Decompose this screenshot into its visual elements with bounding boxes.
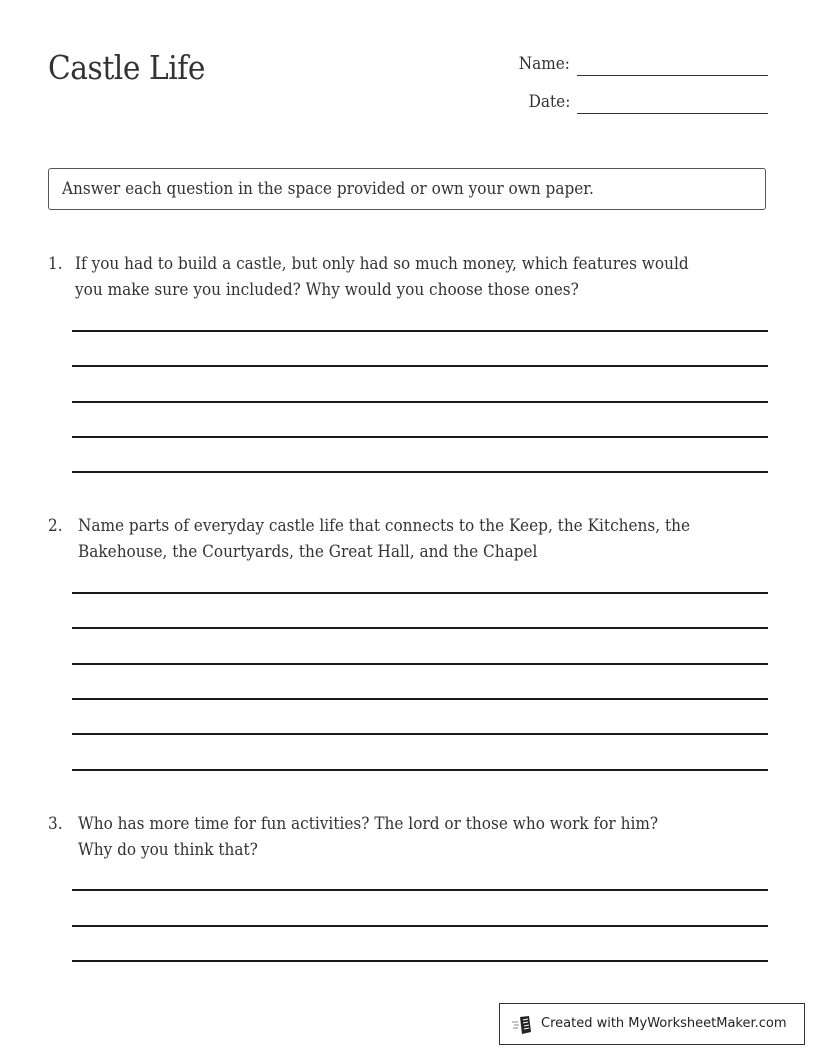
answer-line[interactable] <box>72 365 768 367</box>
footer-badge[interactable] <box>499 1003 805 1045</box>
question-number: 2. <box>48 516 63 536</box>
footer-text: Created with MyWorksheetMaker.com <box>541 1016 787 1031</box>
question-text-line: If you had to build a castle, but only had so much money, which features would <box>75 254 689 274</box>
answer-line[interactable] <box>72 698 768 700</box>
answer-line[interactable] <box>72 401 768 403</box>
question-text-line: Who has more time for fun activities? The lord or those who work for him? <box>78 814 659 834</box>
question-3 <box>48 811 768 871</box>
answer-line[interactable] <box>72 592 768 594</box>
answer-line[interactable] <box>72 769 768 771</box>
answer-line[interactable] <box>72 733 768 735</box>
question-1 <box>48 251 768 311</box>
answer-line[interactable] <box>72 663 768 665</box>
answer-line[interactable] <box>72 471 768 473</box>
name-blank-line[interactable] <box>577 75 768 76</box>
answer-line[interactable] <box>72 627 768 629</box>
answer-line[interactable] <box>72 960 768 962</box>
date-field <box>480 90 768 114</box>
date-blank-line[interactable] <box>577 113 768 114</box>
question-text-line: Name parts of everyday castle life that connects to the Keep, the Kitchens, the <box>78 516 691 536</box>
question-number: 3. <box>48 814 63 834</box>
name-label: Name: <box>518 54 570 74</box>
answer-line[interactable] <box>72 330 768 332</box>
question-text-line: Bakehouse, the Courtyards, the Great Hall, and the Chapel <box>78 542 538 562</box>
page-title: Castle Life <box>48 48 205 87</box>
instructions-box <box>48 168 766 210</box>
instructions-text: Answer each question in the space provided or own your own paper. <box>62 179 594 199</box>
question-text <box>78 513 690 565</box>
date-label: Date: <box>528 92 570 112</box>
name-field <box>480 52 768 76</box>
worksheet-maker-logo-icon <box>512 1015 534 1035</box>
question-text <box>75 251 689 303</box>
answer-line[interactable] <box>72 436 768 438</box>
answer-line[interactable] <box>72 889 768 891</box>
question-text <box>78 811 658 863</box>
question-2 <box>48 513 768 573</box>
answer-line[interactable] <box>72 925 768 927</box>
question-text-line: Why do you think that? <box>78 840 258 860</box>
question-text-line: you make sure you included? Why would you choose those ones? <box>75 280 579 300</box>
question-number: 1. <box>48 254 63 274</box>
